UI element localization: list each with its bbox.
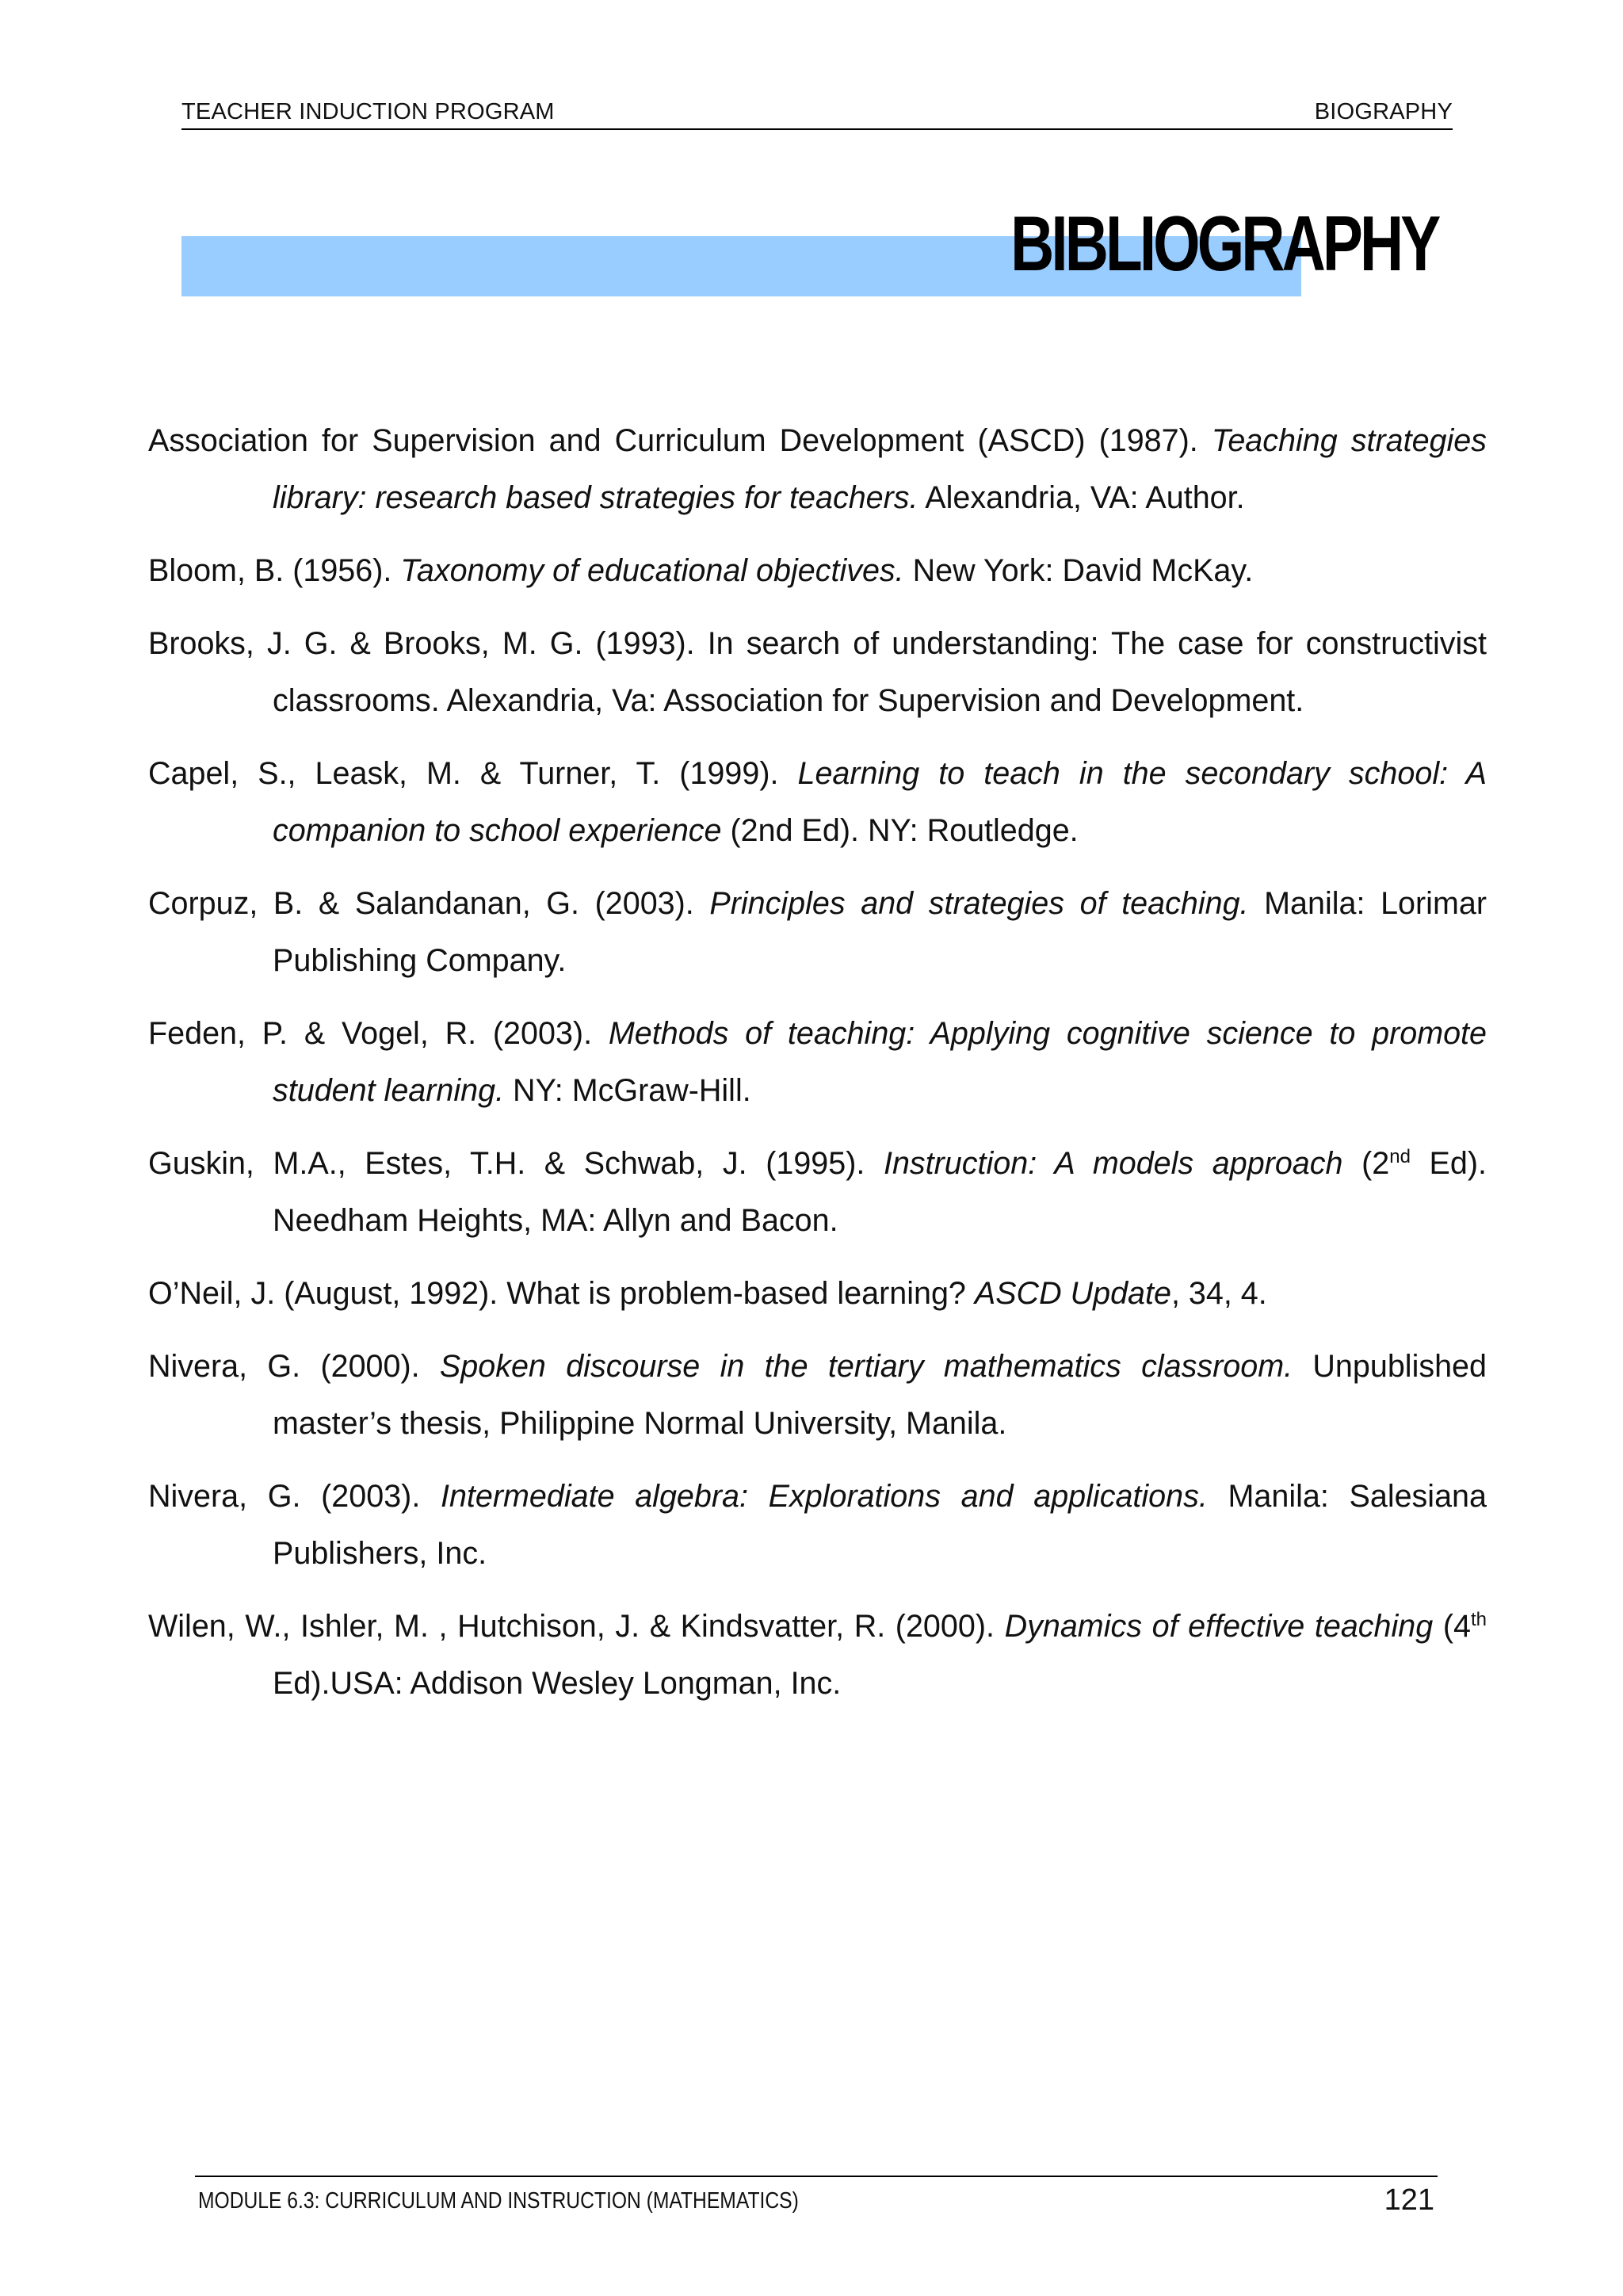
reference-text: Wilen, W., Ishler, M. , Hutchison, J. & Kindsvatter, R. (2000). — [148, 1609, 1005, 1644]
reference-entry — [148, 615, 1487, 729]
reference-text: New York: David McKay. — [903, 553, 1254, 588]
reference-title: Methods of teaching: Applying cognitive science to promote student learning. — [273, 1016, 1487, 1108]
reference-text: Nivera, G. (2003). — [148, 1479, 441, 1514]
ordinal-suffix: nd — [1389, 1145, 1411, 1167]
reference-text: (2nd Ed). NY: Routledge. — [721, 813, 1079, 848]
reference-text: (4 — [1433, 1609, 1471, 1644]
header-program-title: TEACHER INDUCTION PROGRAM — [181, 99, 555, 124]
page-header — [181, 98, 1453, 130]
reference-title: Spoken discourse in the tertiary mathematics classroom. — [439, 1349, 1293, 1384]
header-section-title: BIOGRAPHY — [1314, 99, 1453, 124]
reference-text: Bloom, B. (1956). — [148, 553, 401, 588]
reference-text: Brooks, J. G. & Brooks, M. G. (1993). In search of understanding: The case for constructivist classrooms. Alexandria, Va: Association for Supervision and Development. — [148, 626, 1487, 718]
reference-entry — [148, 875, 1487, 989]
reference-text: Alexandria, VA: Author. — [918, 480, 1245, 515]
reference-text: Unpublished master’s thesis, Philippine Normal University, Manila. — [273, 1349, 1487, 1441]
reference-text: Feden, P. & Vogel, R. (2003). — [148, 1016, 609, 1051]
page-footer — [195, 2176, 1438, 2217]
reference-text: Manila: Salesiana Publishers, Inc. — [273, 1479, 1487, 1571]
reference-entry — [148, 1338, 1487, 1452]
page-number: 121 — [1384, 2183, 1434, 2217]
reference-entry — [148, 745, 1487, 859]
reference-title: Dynamics of effective teaching — [1004, 1609, 1434, 1644]
reference-title: ASCD Update — [974, 1276, 1171, 1311]
reference-entry — [148, 1005, 1487, 1119]
reference-text: Nivera, G. (2000). — [148, 1349, 440, 1384]
reference-title: Teaching strategies library: research based strategies for teachers. — [273, 423, 1487, 515]
reference-text: Association for Supervision and Curriculum Development (ASCD) (1987). — [148, 423, 1212, 458]
reference-title: Taxonomy of educational objectives. — [400, 553, 904, 588]
reference-entry — [148, 1598, 1487, 1712]
ordinal-suffix: th — [1470, 1608, 1487, 1630]
reference-title: Learning to teach in the secondary school: A companion to school experience — [273, 756, 1487, 848]
reference-text: Ed).USA: Addison Wesley Longman, Inc. — [273, 1666, 842, 1701]
reference-text: O’Neil, J. (August, 1992). What is problem-based learning? — [148, 1276, 975, 1311]
reference-title: Intermediate algebra: Explorations and applications. — [440, 1479, 1208, 1514]
reference-entry — [148, 1135, 1487, 1249]
footer-module-title: MODULE 6.3: CURRICULUM AND INSTRUCTION (MATHEMATICS) — [198, 2188, 799, 2214]
reference-entry — [148, 412, 1487, 526]
reference-text: Corpuz, B. & Salandanan, G. (2003). — [148, 886, 710, 921]
reference-text: (2 — [1342, 1146, 1390, 1181]
reference-entry — [148, 542, 1487, 599]
page-title: BIBLIOGRAPHY — [1010, 200, 1438, 287]
reference-title: Principles and strategies of teaching. — [709, 886, 1249, 921]
reference-entry — [148, 1265, 1487, 1322]
reference-title: Instruction: A models approach — [883, 1146, 1343, 1181]
reference-entry — [148, 1468, 1487, 1582]
reference-text: , 34, 4. — [1170, 1276, 1267, 1311]
reference-text: NY: McGraw-Hill. — [504, 1073, 751, 1108]
reference-list — [148, 412, 1487, 1728]
reference-text: Capel, S., Leask, M. & Turner, T. (1999). — [148, 756, 798, 791]
reference-text: Guskin, M.A., Estes, T.H. & Schwab, J. (1995). — [148, 1146, 884, 1181]
reference-text: Manila: Lorimar Publishing Company. — [273, 886, 1487, 978]
reference-text: Ed). Needham Heights, MA: Allyn and Bacon. — [273, 1146, 1487, 1238]
